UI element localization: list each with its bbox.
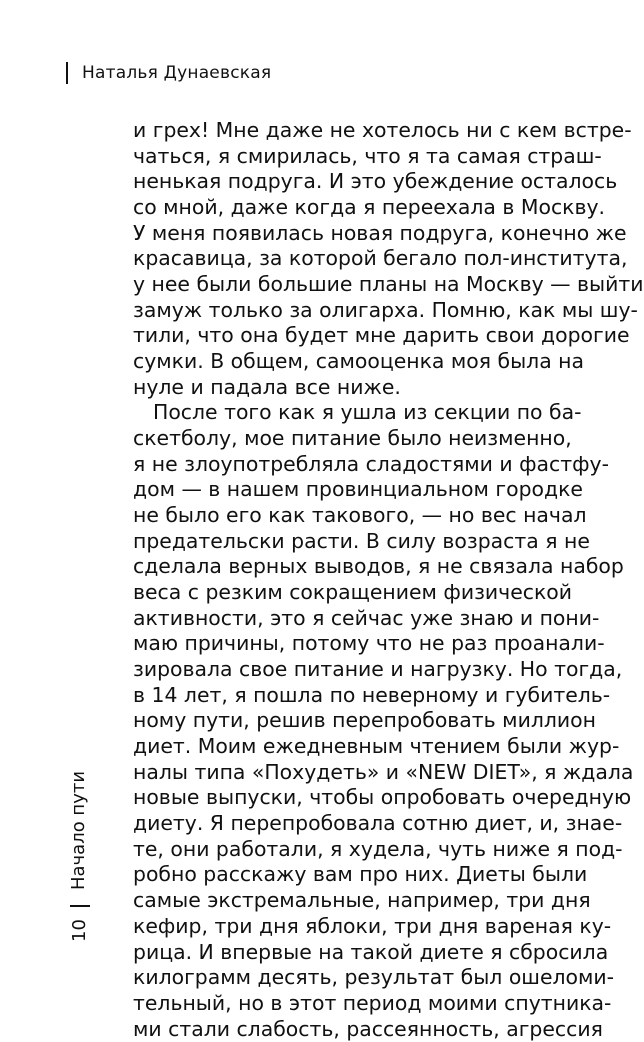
text-line: в 14 лет, я пошла по неверному и губитель- <box>133 682 611 707</box>
text-line: новые выпуски, чтобы опробовать очередную <box>133 785 632 810</box>
text-line: диету. Я перепробовала сотню диет, и, знае- <box>133 811 623 836</box>
text-line: активности, это я сейчас уже знаю и пони- <box>133 605 600 630</box>
text-line: У меня появилась новая подруга, конечно же <box>133 220 627 245</box>
side-margin <box>62 755 96 942</box>
text-line: ненькая подруга. И это убеждение осталось <box>133 169 618 194</box>
body-text <box>133 118 644 1042</box>
text-line: ному пути, решив перепробовать миллион <box>133 708 596 733</box>
text-line: робно расскажу вам про них. Диеты были <box>133 862 588 887</box>
text-line: диет. Моим ежедневным чтением были жур- <box>133 734 620 759</box>
text-line: дом — в нашем провинциальном городке <box>133 477 583 502</box>
text-line: веса с резким сокращением физической <box>133 580 573 605</box>
chapter-title-text: Начало пути <box>68 770 90 890</box>
text-line: чаться, я смирилась, что я та самая страш- <box>133 143 602 168</box>
text-line: нуле и падала все ниже. <box>133 374 401 399</box>
text-line: тили, что она будет мне дарить свои дорогие <box>133 323 630 348</box>
text-line: красавица, за которой бегало пол-института, <box>133 246 628 271</box>
text-line: После того как я ушла из секции по ба- <box>153 400 582 425</box>
side-divider <box>70 905 90 907</box>
text-line: у нее были большие планы на Москву — выйти <box>133 272 644 297</box>
text-line: те, они работали, я худела, чуть ниже я под- <box>133 836 623 861</box>
text-line: маю причины, потому что не раз проанали- <box>133 631 605 656</box>
page-number <box>62 915 96 945</box>
text-line: сумки. В общем, самооценка моя была на <box>133 349 585 374</box>
text-line: замуж только за олигарха. Помню, как мы шу- <box>133 297 638 322</box>
text-line: тельный, но в этот период моими спутника- <box>133 990 612 1015</box>
header-author-name: Наталья Дунаевская <box>82 63 272 83</box>
text-line: со мной, даже когда я переехала в Москву. <box>133 195 606 220</box>
text-line: предательски расти. В силу возраста я не <box>133 528 590 553</box>
text-line: ми стали слабость, рассеянность, агрессия <box>133 1016 603 1041</box>
text-line: не было его как такового, — но вес начал <box>133 503 587 528</box>
text-line: килограмм десять, результат был ошеломи- <box>133 965 615 990</box>
text-line: рица. И впервые на такой диете я сбросила <box>133 939 609 964</box>
text-line: налы типа «Похудеть» и «NEW DIET», я ждала <box>133 759 634 784</box>
text-line: сделала верных выводов, я не связала набор <box>133 554 624 579</box>
header-divider <box>66 62 68 84</box>
text-line: я не злоупотребляла сладостями и фастфу- <box>133 451 609 476</box>
text-line: зировала свое питание и нагрузку. Но тогда, <box>133 657 623 682</box>
text-line: скетболу, мое питание было неизменно, <box>133 426 572 451</box>
running-header <box>66 58 271 88</box>
chapter-title <box>62 755 96 905</box>
text-line: самые экстремальные, например, три дня <box>133 888 591 913</box>
page-number-text: 10 <box>68 918 90 942</box>
text-line: кефир, три дня яблоки, три дня вареная ку- <box>133 913 612 938</box>
text-line: и грех! Мне даже не хотелось ни с кем встре- <box>133 118 632 142</box>
